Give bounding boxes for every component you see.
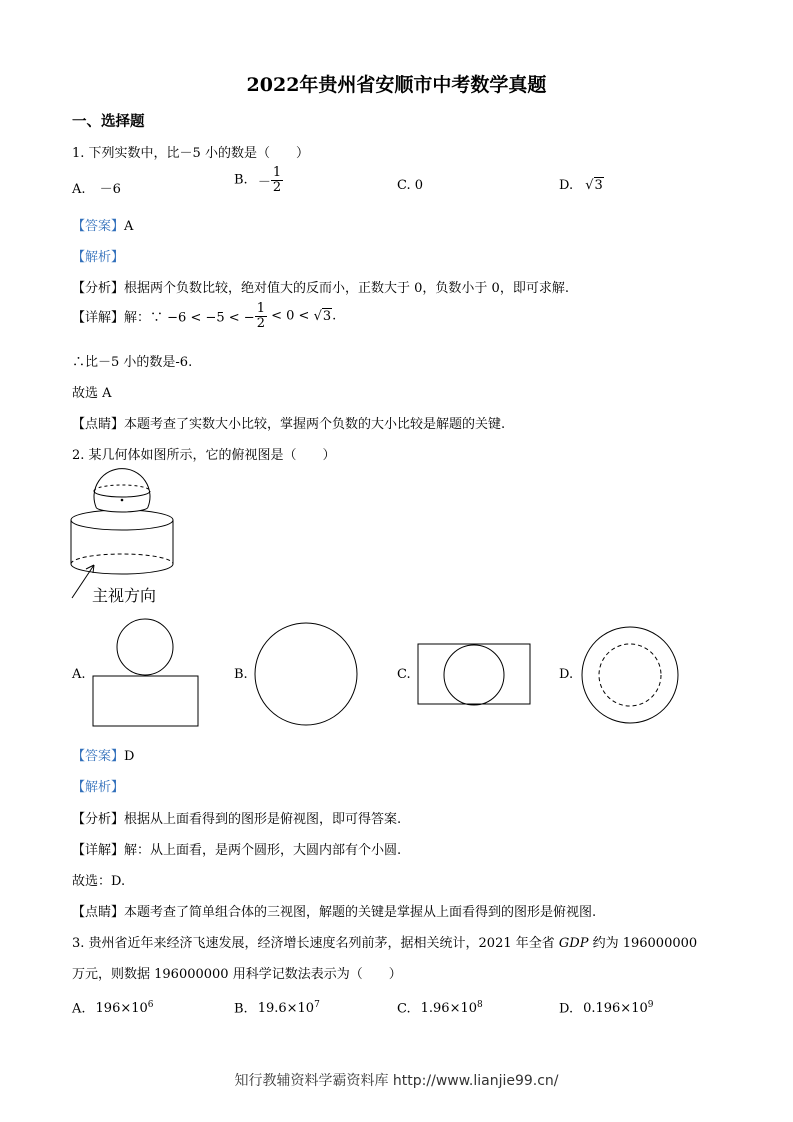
q3-stem-start: 3. 贵州省近年来经济飞速发展，经济增长速度名列前茅，据相关统计，2021 年全省 bbox=[72, 936, 559, 951]
q3-option-c bbox=[397, 1000, 483, 1016]
option-label: A. bbox=[72, 1001, 86, 1017]
option-base: 19.6×10 bbox=[257, 1001, 315, 1017]
section-heading: 一、选择题 bbox=[72, 113, 145, 130]
fraction-numerator: 1 bbox=[272, 165, 282, 180]
q1-answer bbox=[72, 215, 133, 234]
answer-value: A bbox=[124, 219, 134, 234]
option-exponent: 6 bbox=[147, 1000, 154, 1010]
q1-choice: 故选 A bbox=[72, 386, 112, 401]
option-label: C. bbox=[397, 1001, 411, 1017]
option-exponent: 9 bbox=[647, 1000, 654, 1010]
q1-option-b-label: B. bbox=[234, 172, 248, 188]
option-exponent: 8 bbox=[477, 1000, 483, 1010]
footer-watermark: 知行教辅资料学霸资料库 http://www.lianjie99.cn/ bbox=[234, 1073, 559, 1089]
fenxi-tag: 【分析】 bbox=[72, 281, 125, 296]
q1-option-d-label: D. bbox=[559, 178, 574, 193]
fenxi-tag: 【分析】 bbox=[72, 812, 125, 827]
q2-dianjing bbox=[72, 901, 596, 920]
option-base: 0.196×10 bbox=[583, 1001, 648, 1017]
q1-option-b bbox=[234, 166, 283, 194]
view-direction-label: 主视方向 bbox=[92, 586, 157, 605]
q3-option-d bbox=[559, 1000, 653, 1016]
radicand: 3 bbox=[594, 178, 603, 193]
q1-option-c-label: C. bbox=[397, 178, 411, 193]
q2-option-d-figure bbox=[578, 624, 684, 728]
q2-option-b-label: B. bbox=[234, 667, 248, 682]
q2-option-c-figure bbox=[416, 642, 534, 708]
q2-option-a-figure bbox=[90, 618, 202, 730]
q1-analysis-tag: 【解析】 bbox=[72, 250, 125, 265]
q3-stem-end: 约为 196000000 bbox=[588, 936, 698, 951]
answer-tag: 【答案】 bbox=[72, 219, 125, 234]
answer-value: D bbox=[124, 749, 135, 764]
dianjing-tag: 【点睛】 bbox=[72, 417, 125, 432]
fraction-numerator: 1 bbox=[256, 301, 265, 316]
gdp-term: GDP bbox=[558, 936, 589, 951]
q2-option-c-label: C. bbox=[397, 667, 411, 682]
q2-answer bbox=[72, 745, 134, 764]
q3-stem-line2: 万元，则数据 196000000 用科学记数法表示为（ ） bbox=[72, 967, 402, 982]
option-base: 1.96×10 bbox=[420, 1001, 478, 1017]
option-exponent: 7 bbox=[314, 1000, 320, 1010]
answer-tag: 【答案】 bbox=[72, 749, 125, 764]
q1-option-a-label: A. bbox=[72, 182, 86, 197]
q1-option-b-fraction bbox=[271, 166, 283, 194]
q3-option-a bbox=[72, 1000, 154, 1016]
xiangjie-tag: 【详解】 bbox=[72, 310, 125, 326]
option-label: D. bbox=[559, 1001, 574, 1017]
sqrt-icon: √3 bbox=[313, 308, 332, 324]
xiangjie-text: 解：从上面看，是两个圆形，大圆内部有个小圆. bbox=[124, 843, 402, 858]
q2-stem: 2. 某几何体如图所示，它的俯视图是（ ） bbox=[72, 448, 336, 463]
xiangjie-fraction bbox=[255, 302, 267, 330]
q1-option-a-value: －6 bbox=[99, 182, 121, 197]
q2-option-d-label: D. bbox=[559, 667, 574, 682]
q1-conclusion: ∴比－5 小的数是-6. bbox=[72, 355, 193, 370]
sqrt-icon: √3 bbox=[585, 178, 603, 193]
q2-option-b-figure bbox=[252, 620, 362, 730]
q1-dianjing bbox=[72, 413, 505, 432]
q2-option-a-label: A. bbox=[72, 667, 86, 682]
q2-analysis-tag: 【解析】 bbox=[72, 780, 125, 795]
fraction-denominator: 2 bbox=[272, 179, 282, 195]
dianjing-text: 本题考查了简单组合体的三视图，解题的关键是掌握从上面看得到的图形是俯视图. bbox=[124, 905, 597, 920]
dianjing-text: 本题考查了实数大小比较，掌握两个负数的大小比较是解题的关键. bbox=[124, 417, 506, 432]
q3-stem-line1 bbox=[72, 932, 697, 951]
dianjing-tag: 【点睛】 bbox=[72, 905, 125, 920]
option-label: B. bbox=[234, 1001, 248, 1017]
xiangjie-expr-start: 解：∵ −6 < −5 < − bbox=[124, 310, 255, 326]
q1-option-b-sign: － bbox=[257, 174, 271, 190]
q2-fenxi bbox=[72, 808, 401, 827]
q3-option-b bbox=[234, 1000, 320, 1016]
q1-option-c-value: 0 bbox=[414, 178, 424, 193]
q1-fenxi bbox=[72, 277, 569, 296]
option-base: 196×10 bbox=[95, 1001, 148, 1017]
xiangjie-expr-end: . bbox=[332, 308, 337, 324]
page-title: 2022年贵州省安顺市中考数学真题 bbox=[246, 74, 547, 96]
xiangjie-expr-mid: < 0 < bbox=[266, 308, 314, 324]
fenxi-text: 根据从上面看得到的图形是俯视图，即可得答案. bbox=[124, 812, 402, 827]
radicand: 3 bbox=[322, 308, 332, 324]
q1-xiangjie bbox=[72, 302, 336, 330]
q1-option-a bbox=[72, 178, 121, 197]
xiangjie-tag: 【详解】 bbox=[72, 843, 125, 858]
q2-choice: 故选：D. bbox=[72, 874, 126, 889]
q1-stem: 1. 下列实数中，比－5 小的数是（ ） bbox=[72, 146, 309, 161]
q1-option-c bbox=[397, 178, 423, 193]
q1-option-d bbox=[559, 178, 604, 193]
q2-xiangjie bbox=[72, 839, 401, 858]
fenxi-text: 根据两个负数比较，绝对值大的反而小，正数大于 0，负数小于 0，即可求解. bbox=[124, 281, 569, 296]
fraction-denominator: 2 bbox=[256, 315, 265, 331]
